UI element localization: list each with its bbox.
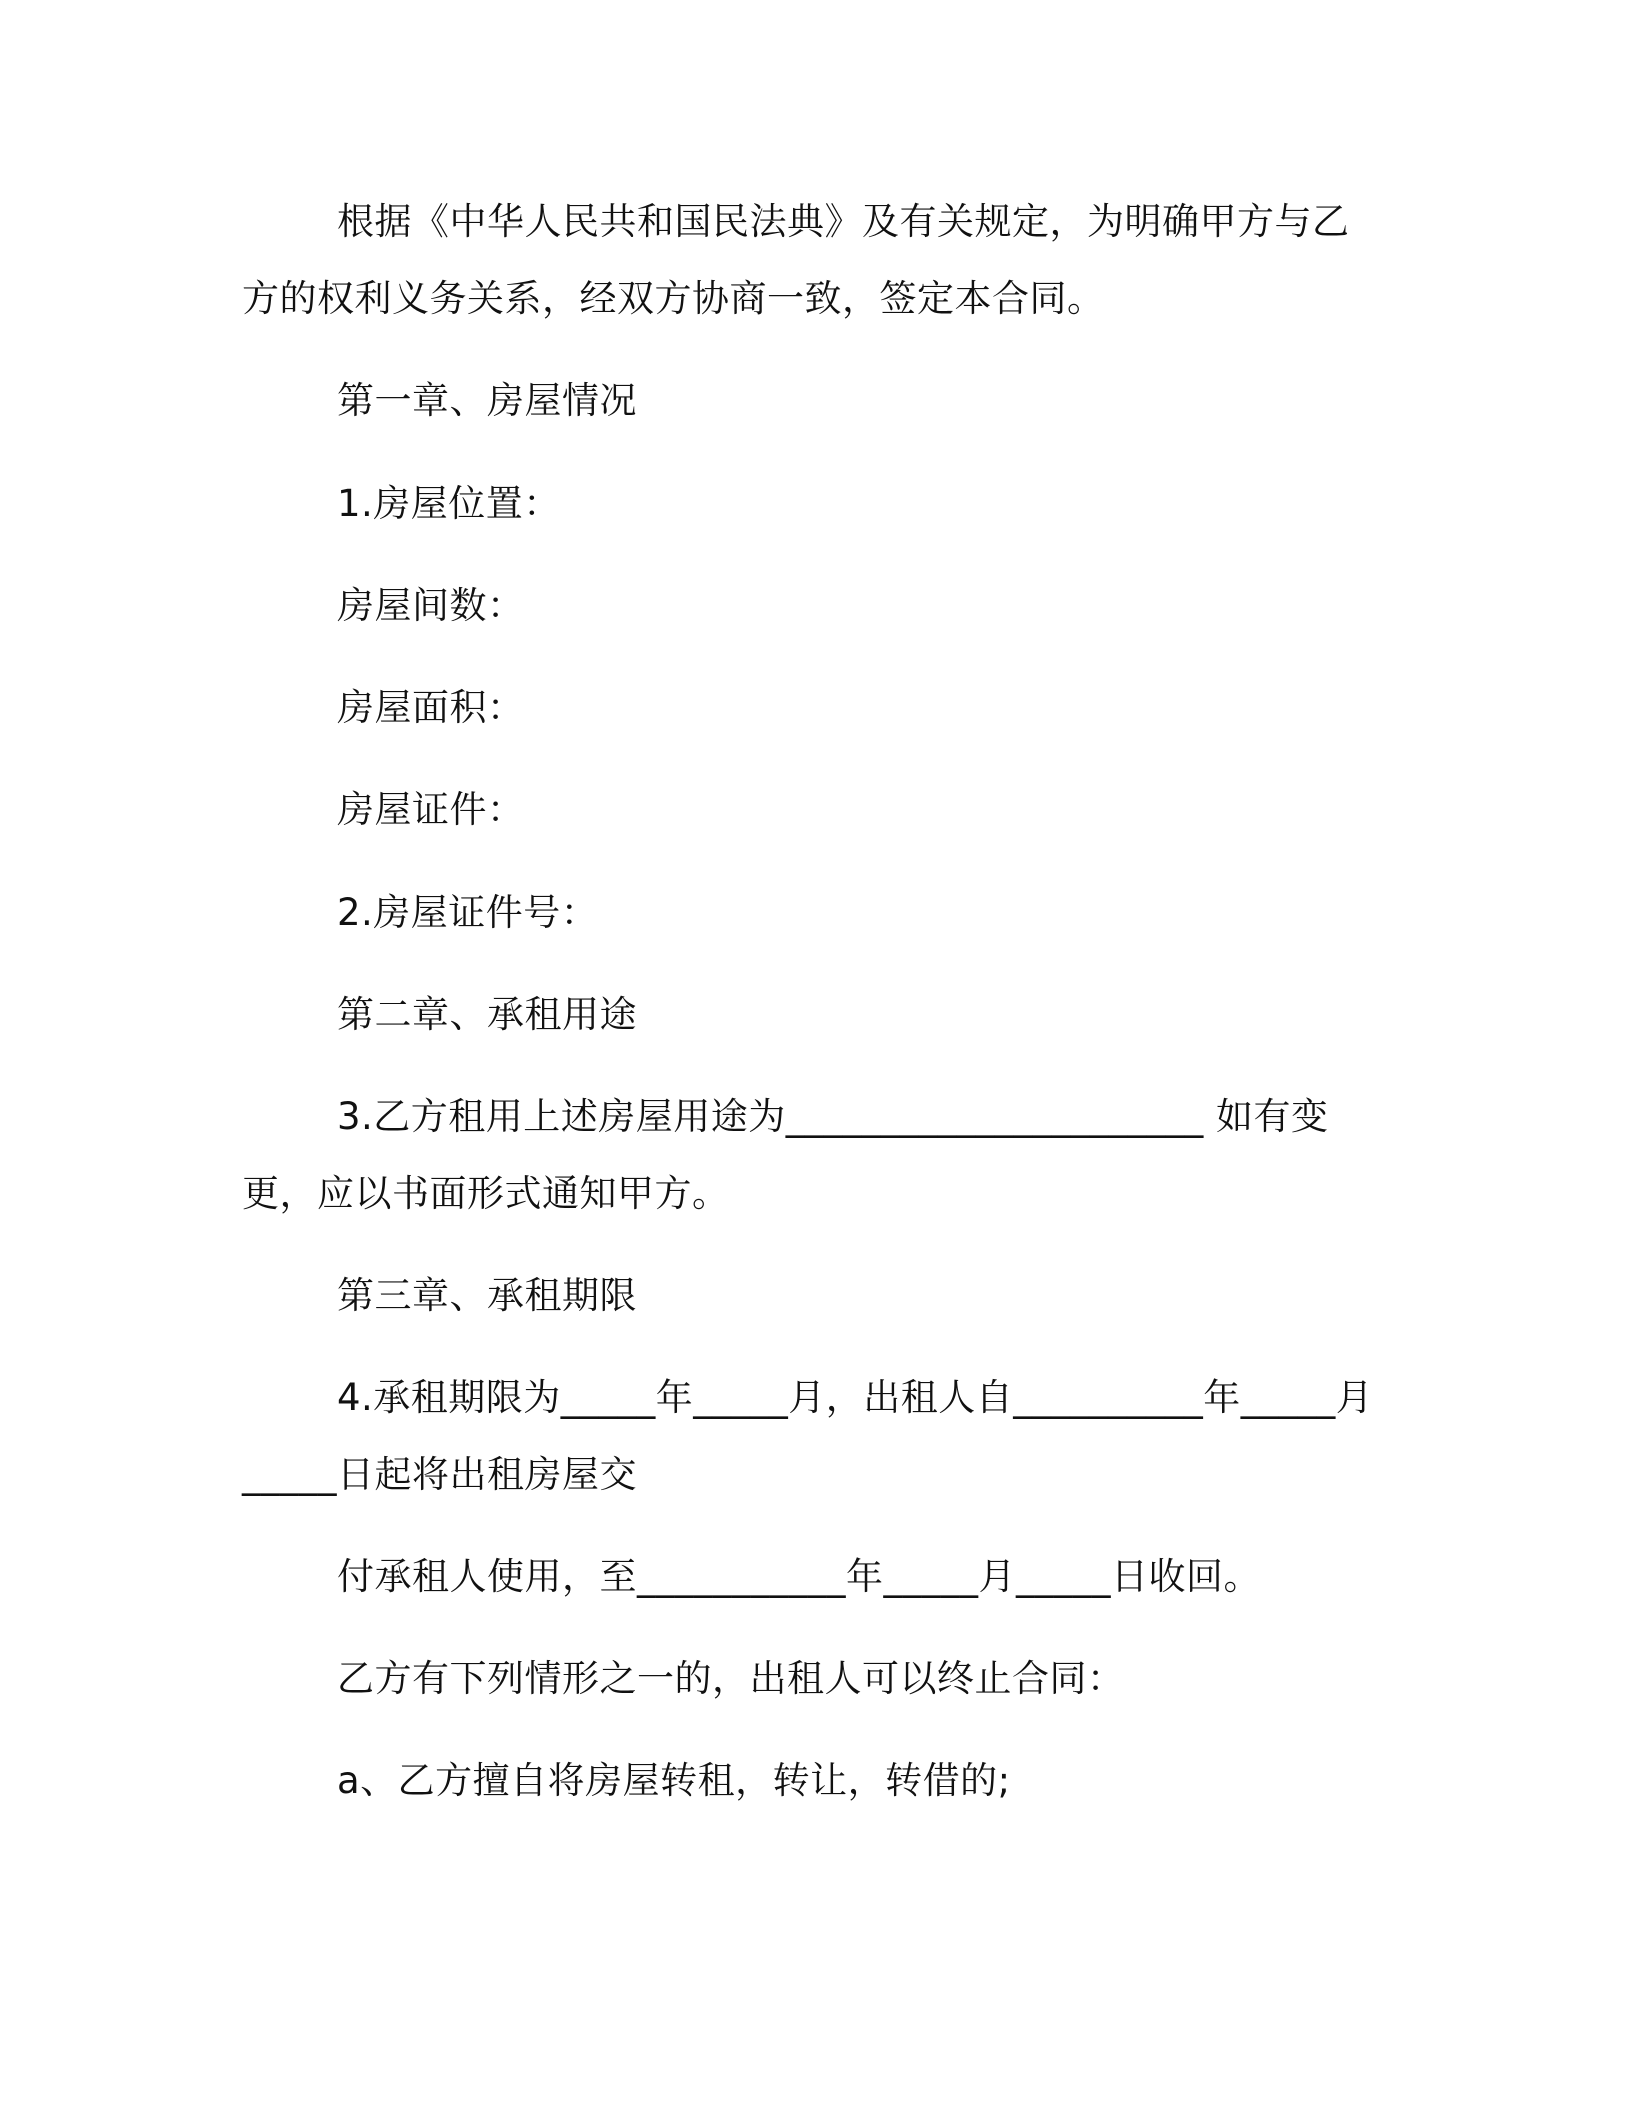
term-clause: 4.承租期限为_____年_____月，出租人自__________年_____月_____日起将出租房屋交	[242, 1376, 1374, 1496]
chapter-3-heading: 第三章、承租期限	[337, 1274, 637, 1317]
preamble-paragraph: 根据《中华人民共和国民法典》及有关规定，为明确甲方与乙方的权利义务关系，经双方协商一致，签定本合同。	[242, 200, 1350, 320]
certificate-number-field: 2.房屋证件号：	[337, 891, 599, 934]
usage-clause: 3.乙方租用上述房屋用途为______________________ 如有变更，应以书面形式通知甲方。	[242, 1095, 1329, 1215]
termination-intro: 乙方有下列情形之一的，出租人可以终止合同：	[337, 1657, 1125, 1700]
chapter-2-heading: 第二章、承租用途	[337, 993, 637, 1036]
house-area-field: 房屋面积：	[337, 686, 525, 729]
chapter-1-heading: 第一章、房屋情况	[337, 379, 637, 422]
house-rooms-field: 房屋间数：	[337, 584, 525, 627]
house-location-field: 1.房屋位置：	[337, 482, 561, 525]
house-certificate-field: 房屋证件：	[337, 788, 525, 831]
termination-item-a: a、乙方擅自将房屋转租，转让，转借的;	[337, 1759, 1011, 1802]
term-clause-continued: 付承租人使用，至___________年_____月_____日收回。	[337, 1555, 1261, 1598]
